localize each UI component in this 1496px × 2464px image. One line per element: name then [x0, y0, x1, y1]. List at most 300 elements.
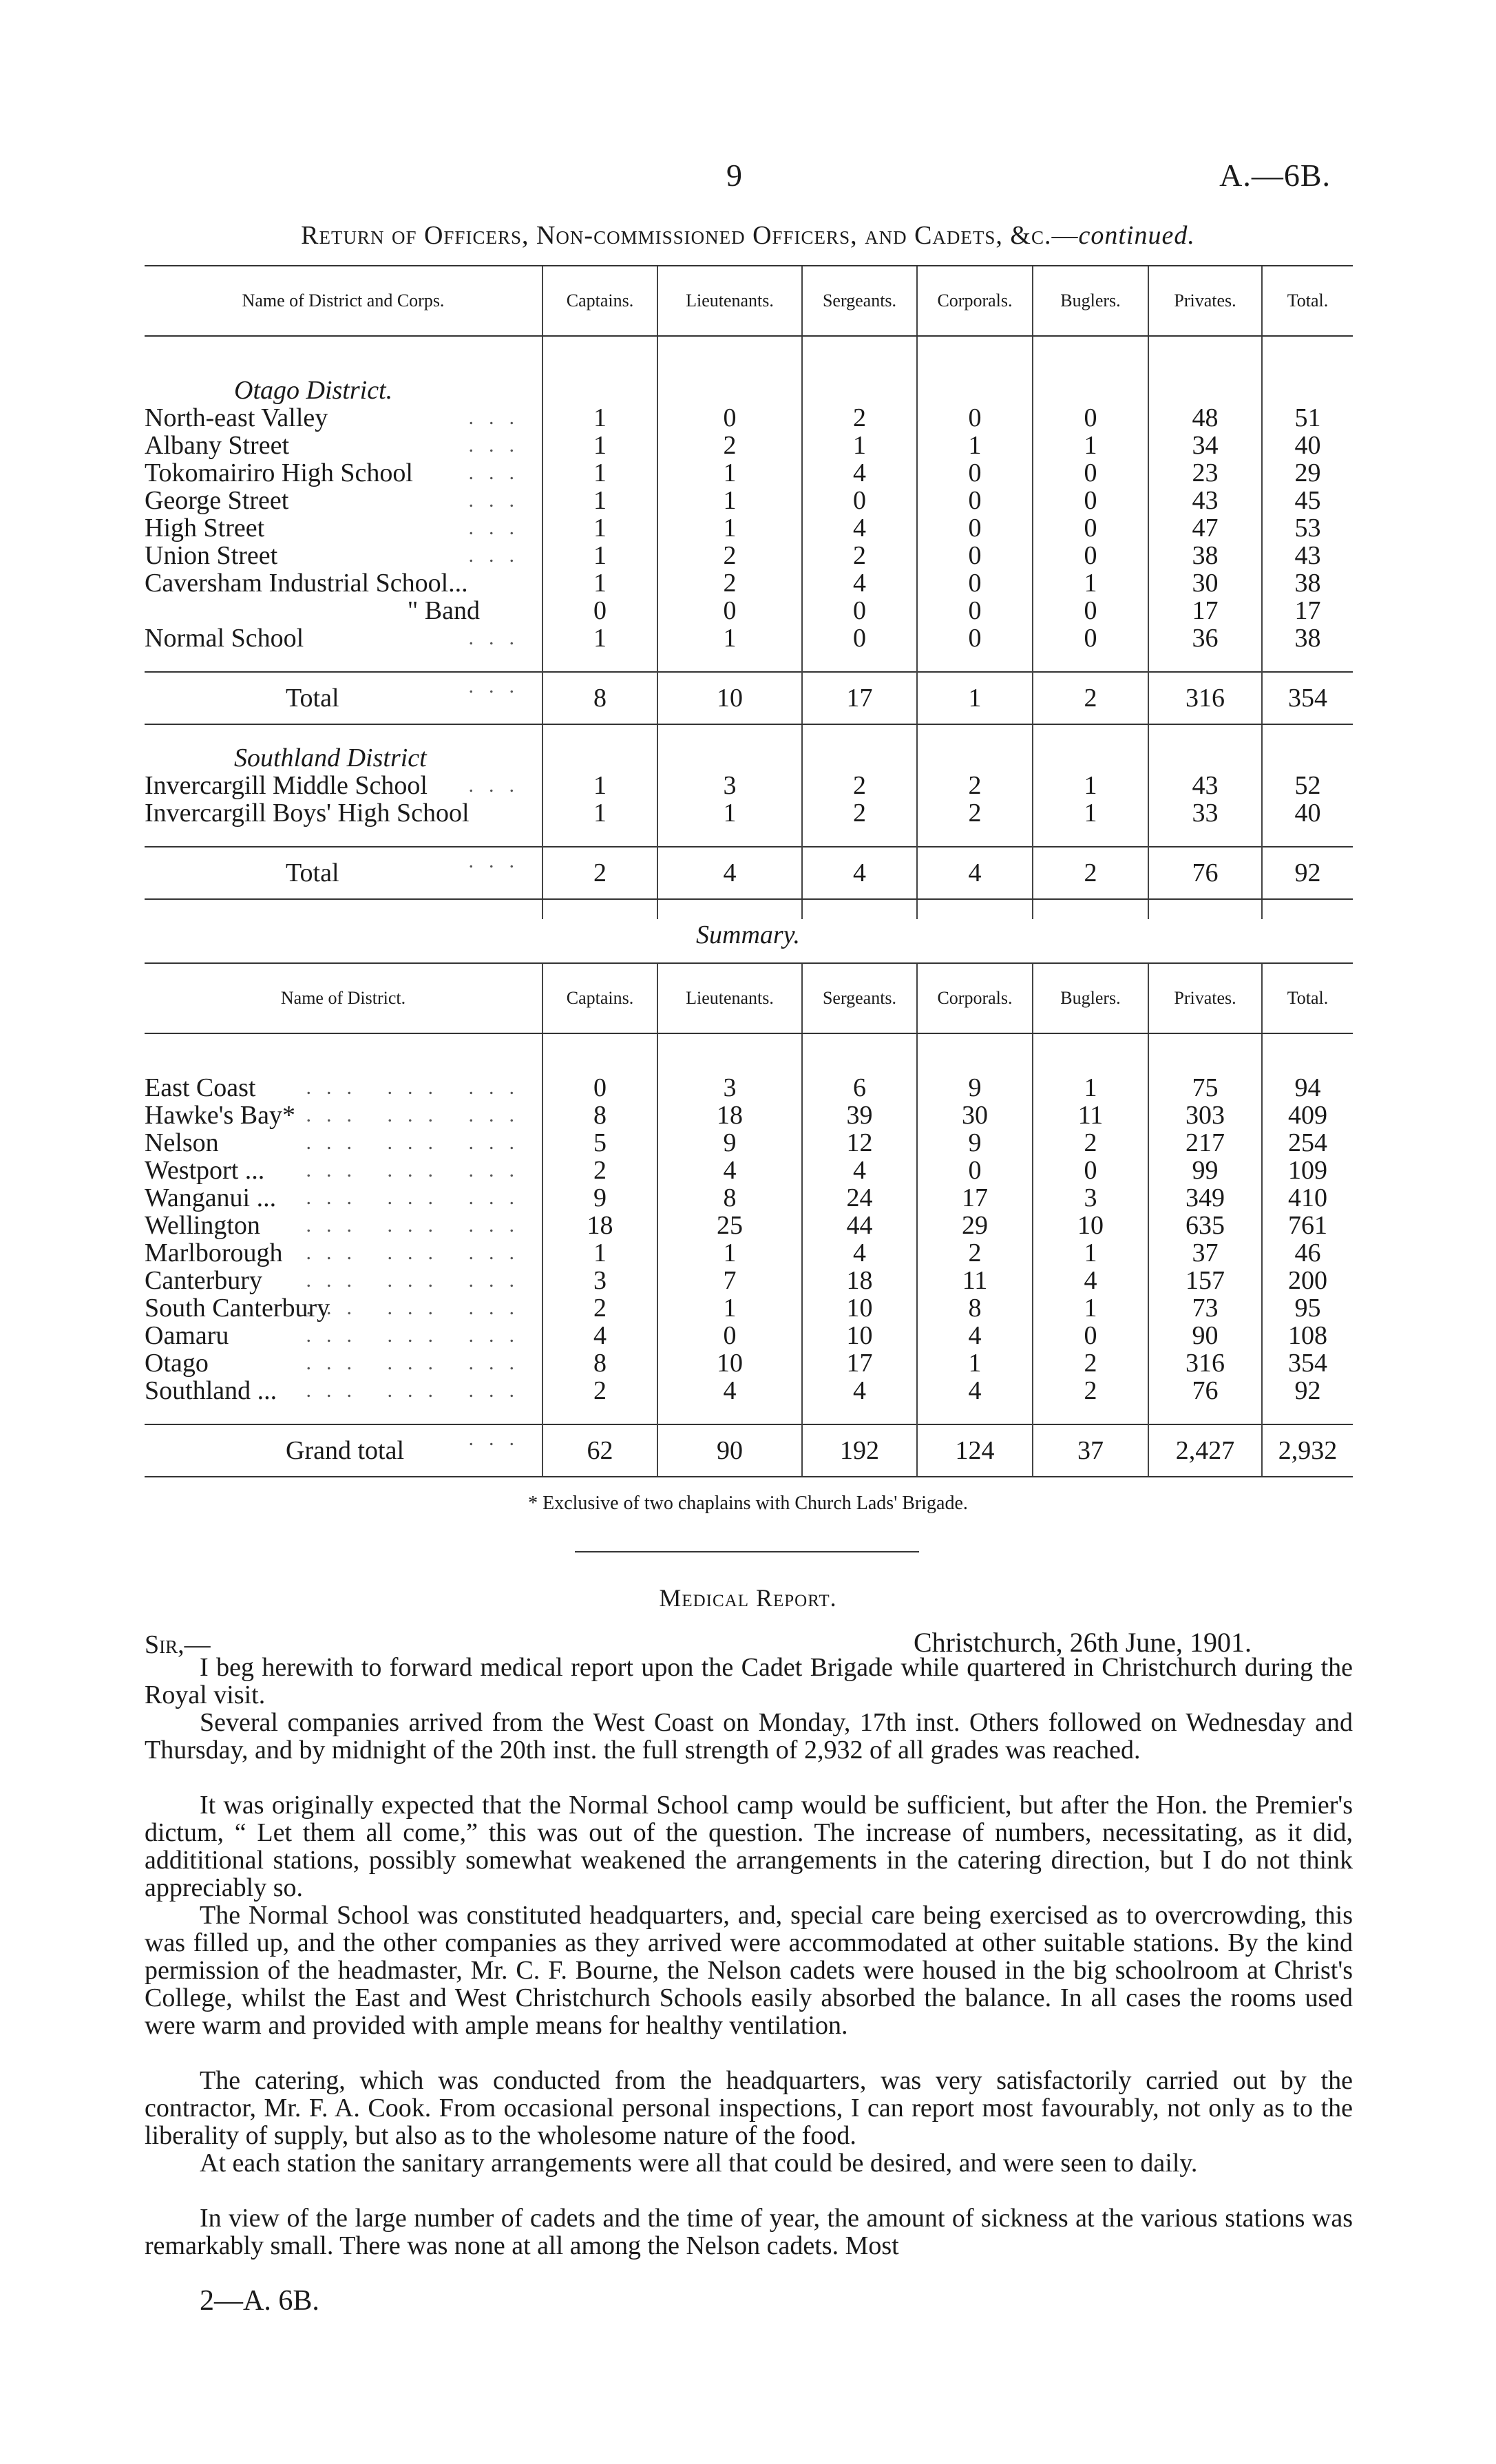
row-name-cell — [145, 569, 542, 597]
leader-dots: ... — [468, 489, 529, 512]
cell-privates: 34 — [1148, 432, 1262, 459]
cell-buglers: 2 — [1033, 1129, 1148, 1157]
cell-privates: 75 — [1148, 1074, 1262, 1102]
cell-captains: 0 — [542, 1074, 657, 1102]
row-name-cell — [145, 487, 542, 514]
cell-lieutenants: 2 — [657, 542, 802, 569]
row-name: Marlborough — [145, 1239, 283, 1267]
cell-corporals: 0 — [917, 404, 1033, 432]
cell-lieutenants: 3 — [657, 1074, 802, 1102]
cell-total: 40 — [1262, 799, 1353, 827]
table-row — [145, 542, 1353, 569]
cell-privates — [1148, 336, 1262, 377]
cell-lieutenants: 9 — [657, 1129, 802, 1157]
cell-sergeants: 24 — [802, 1184, 917, 1212]
cell-privates: 33 — [1148, 799, 1262, 827]
cell-corporals: 1 — [917, 672, 1033, 724]
cell-buglers: 0 — [1033, 624, 1148, 652]
cell-total: 109 — [1262, 1157, 1353, 1184]
row-name-cell — [145, 1377, 542, 1404]
cell-sergeants: 12 — [802, 1129, 917, 1157]
row-name: Normal School — [145, 624, 304, 653]
table-row — [145, 1267, 1353, 1294]
cell-buglers: 1 — [1033, 772, 1148, 799]
spacer-row — [145, 1404, 1353, 1424]
row-name: Caversham Industrial School... — [145, 569, 468, 598]
leader-dots: ... ... ... — [306, 1379, 529, 1402]
cell-sergeants: 4 — [802, 1157, 917, 1184]
summary-title: Summary. — [696, 920, 800, 949]
cell-corporals: 11 — [917, 1267, 1033, 1294]
cell-privates: 76 — [1148, 847, 1262, 899]
cell-corporals — [917, 1033, 1033, 1074]
cell-sergeants — [802, 652, 917, 672]
spacer-row — [145, 336, 1353, 377]
row-name-cell — [145, 672, 542, 724]
cell-buglers — [1033, 724, 1148, 744]
row-name-cell — [145, 1157, 542, 1184]
cell-sergeants: 0 — [802, 597, 917, 624]
summary-col-header-corporals: Corporals. — [917, 963, 1033, 1033]
cell-captains: 8 — [542, 1349, 657, 1377]
row-name-cell — [145, 1129, 542, 1157]
cell-privates: 99 — [1148, 1157, 1262, 1184]
cell-corporals: 124 — [917, 1424, 1033, 1477]
cell-lieutenants — [657, 744, 802, 772]
cell-corporals: 0 — [917, 459, 1033, 487]
cell-buglers: 0 — [1033, 514, 1148, 542]
cell-captains: 1 — [542, 624, 657, 652]
cell-privates: 48 — [1148, 404, 1262, 432]
cell-buglers: 3 — [1033, 1184, 1148, 1212]
col-header-corporals: Corporals. — [917, 266, 1033, 336]
cell-captains: 2 — [542, 1157, 657, 1184]
cell-privates: 316 — [1148, 1349, 1262, 1377]
cell-buglers: 2 — [1033, 1377, 1148, 1404]
paragraph-2: Several companies arrived from the West Coast on Monday, 17th inst. Others followed on Wednesday and Thursday, and by midnight of the 20th inst. the full strength of 2,932 of all grades was reached. — [145, 1708, 1353, 1765]
leader-dots: ... ... ... — [306, 1159, 529, 1181]
row-name-cell — [145, 1033, 542, 1074]
table-row — [145, 597, 1353, 624]
cell-buglers — [1033, 652, 1148, 672]
cell-total: 38 — [1262, 569, 1353, 597]
table-row — [145, 1239, 1353, 1267]
paragraph-5: The catering, which was conducted from the headquarters, was very satisfactorily carried out by the contractor, Mr. F. A. Cook. From occasional personal inspections, I can report most favourably, not only as to the liberality of supply, but also as to the wholesome nature of the food. — [145, 2066, 1353, 2150]
cell-privates — [1148, 377, 1262, 404]
cell-sergeants: 2 — [802, 404, 917, 432]
cell-lieutenants: 2 — [657, 569, 802, 597]
leader-dots: ... — [468, 850, 529, 872]
cell-total — [1262, 899, 1353, 919]
cell-buglers: 1 — [1033, 569, 1148, 597]
page-number: 9 — [726, 158, 742, 193]
row-name: Tokomairiro High School — [145, 459, 413, 487]
cell-privates: 43 — [1148, 487, 1262, 514]
cell-total: 92 — [1262, 1377, 1353, 1404]
cell-lieutenants — [657, 377, 802, 404]
return-title-continued: continued. — [1078, 221, 1195, 250]
table-row — [145, 404, 1353, 432]
row-name: Southland District — [234, 744, 427, 772]
leader-dots: ... — [468, 675, 529, 697]
cell-corporals: 0 — [917, 514, 1033, 542]
cell-privates: 36 — [1148, 624, 1262, 652]
table-row — [145, 624, 1353, 652]
cell-lieutenants: 10 — [657, 672, 802, 724]
spacer-row — [145, 899, 1353, 919]
row-name-cell — [145, 1424, 542, 1477]
cell-sergeants — [802, 336, 917, 377]
cell-total: 40 — [1262, 432, 1353, 459]
dateline: Christchurch, 26th June, 1901. — [914, 1627, 1252, 1658]
summary-col-header-sergeants: Sergeants. — [802, 963, 917, 1033]
spacer-row — [145, 1033, 1353, 1074]
cell-corporals: 1 — [917, 432, 1033, 459]
table-row — [145, 487, 1353, 514]
cell-total — [1262, 377, 1353, 404]
leader-dots: ... ... ... — [306, 1076, 529, 1099]
cell-privates: 217 — [1148, 1129, 1262, 1157]
cell-buglers — [1033, 377, 1148, 404]
cell-lieutenants — [657, 1033, 802, 1074]
cell-captains — [542, 377, 657, 404]
cell-sergeants — [802, 827, 917, 847]
col-header-privates: Privates. — [1148, 266, 1262, 336]
cell-lieutenants: 18 — [657, 1102, 802, 1129]
leader-dots: ... — [468, 516, 529, 539]
row-name: High Street — [145, 514, 265, 543]
cell-captains — [542, 724, 657, 744]
cell-corporals: 2 — [917, 799, 1033, 827]
cell-captains: 2 — [542, 847, 657, 899]
cell-captains: 8 — [542, 1102, 657, 1129]
cell-privates: 30 — [1148, 569, 1262, 597]
cell-buglers — [1033, 336, 1148, 377]
cell-buglers: 11 — [1033, 1102, 1148, 1129]
summary-footnote: * Exclusive of two chaplains with Church Lads' Brigade. — [528, 1493, 968, 1514]
row-name-cell — [145, 1349, 542, 1377]
cell-total: 53 — [1262, 514, 1353, 542]
cell-total: 95 — [1262, 1294, 1353, 1322]
cell-captains — [542, 899, 657, 919]
col-header-lieutenants: Lieutenants. — [657, 266, 802, 336]
row-name: Otago District. — [234, 376, 393, 405]
row-name-cell — [145, 1102, 542, 1129]
cell-privates: 157 — [1148, 1267, 1262, 1294]
return-title-main: Return of Officers, Non-commissioned Officers, and Cadets, &c.— — [301, 221, 1079, 250]
cell-privates — [1148, 744, 1262, 772]
row-name-cell — [145, 1322, 542, 1349]
cell-buglers — [1033, 1033, 1148, 1074]
cell-sergeants: 4 — [802, 1239, 917, 1267]
cell-privates: 73 — [1148, 1294, 1262, 1322]
cell-total: 46 — [1262, 1239, 1353, 1267]
cell-captains: 1 — [542, 772, 657, 799]
cell-captains — [542, 1404, 657, 1424]
leader-dots: ... ... ... — [306, 1351, 529, 1374]
row-name-cell — [145, 336, 542, 377]
row-name: Invercargill Boys' High School — [145, 799, 470, 828]
leader-dots: ... ... ... — [306, 1241, 529, 1264]
row-name: Otago — [145, 1349, 209, 1378]
cell-corporals: 2 — [917, 772, 1033, 799]
row-name: Oamaru — [145, 1321, 229, 1350]
cell-sergeants: 6 — [802, 1074, 917, 1102]
cell-lieutenants — [657, 899, 802, 919]
cell-corporals: 0 — [917, 597, 1033, 624]
row-name-cell — [145, 624, 542, 652]
leader-dots: ... ... ... — [306, 1269, 529, 1292]
cell-captains: 1 — [542, 514, 657, 542]
cell-privates — [1148, 827, 1262, 847]
cell-sergeants — [802, 744, 917, 772]
cell-total: 29 — [1262, 459, 1353, 487]
cell-captains: 1 — [542, 569, 657, 597]
cell-sergeants: 2 — [802, 799, 917, 827]
cell-lieutenants: 4 — [657, 1157, 802, 1184]
cell-lieutenants: 2 — [657, 432, 802, 459]
leader-dots: ... ... ... — [306, 1324, 529, 1347]
cell-corporals — [917, 827, 1033, 847]
cell-buglers: 1 — [1033, 1294, 1148, 1322]
cell-sergeants — [802, 1033, 917, 1074]
total-row — [145, 672, 1353, 724]
cell-total: 761 — [1262, 1212, 1353, 1239]
table-row — [145, 1129, 1353, 1157]
cell-lieutenants: 1 — [657, 459, 802, 487]
cell-total: 354 — [1262, 672, 1353, 724]
cell-lieutenants: 7 — [657, 1267, 802, 1294]
document-reference: A.—6B. — [1219, 158, 1331, 193]
district-heading-row — [145, 744, 1353, 772]
row-name: Wellington — [145, 1211, 260, 1240]
summary-col-header-buglers: Buglers. — [1033, 963, 1148, 1033]
row-name-cell — [145, 1267, 542, 1294]
row-name-cell — [145, 724, 542, 744]
paragraph-7: In view of the large number of cadets and the time of year, the amount of sickness at the various stations was remarkably small. There was none at all among the Nelson cadets. Most — [145, 2204, 1353, 2260]
grand-total-row — [145, 1424, 1353, 1477]
district-heading-row — [145, 377, 1353, 404]
cell-total: 45 — [1262, 487, 1353, 514]
cell-total: 2,932 — [1262, 1424, 1353, 1477]
cell-corporals: 4 — [917, 1377, 1033, 1404]
cell-lieutenants: 0 — [657, 404, 802, 432]
col-header-name: Name of District and Corps. — [145, 266, 542, 336]
row-name-cell — [145, 1294, 542, 1322]
cell-privates — [1148, 724, 1262, 744]
medical-report-title: Medical Report. — [659, 1584, 837, 1612]
cell-privates: 316 — [1148, 672, 1262, 724]
cell-privates — [1148, 1033, 1262, 1074]
table-row — [145, 459, 1353, 487]
cell-lieutenants: 1 — [657, 624, 802, 652]
cell-captains: 1 — [542, 799, 657, 827]
cell-buglers: 1 — [1033, 1239, 1148, 1267]
cell-captains — [542, 652, 657, 672]
cell-total — [1262, 652, 1353, 672]
row-name: Invercargill Middle School — [145, 771, 428, 800]
table-row — [145, 1377, 1353, 1404]
cell-captains: 1 — [542, 432, 657, 459]
leader-dots: ... — [468, 406, 529, 429]
col-header-total: Total. — [1262, 266, 1353, 336]
salutation: Sir,— — [145, 1630, 211, 1659]
cell-captains: 2 — [542, 1377, 657, 1404]
row-name: George Street — [145, 486, 289, 515]
row-name-cell — [145, 652, 542, 672]
table-row — [145, 1157, 1353, 1184]
cell-corporals: 8 — [917, 1294, 1033, 1322]
cell-corporals: 4 — [917, 847, 1033, 899]
summary-col-header-privates: Privates. — [1148, 963, 1262, 1033]
row-name-cell — [145, 459, 542, 487]
summary-col-header-name: Name of District. — [145, 963, 542, 1033]
row-name-cell — [145, 404, 542, 432]
cell-buglers: 0 — [1033, 459, 1148, 487]
cell-lieutenants: 0 — [657, 597, 802, 624]
total-row — [145, 847, 1353, 899]
cell-buglers: 1 — [1033, 432, 1148, 459]
cell-total: 410 — [1262, 1184, 1353, 1212]
leader-dots: ... ... ... — [306, 1104, 529, 1126]
cell-captains — [542, 744, 657, 772]
row-name-cell — [145, 542, 542, 569]
row-name-cell — [145, 827, 542, 847]
cell-privates — [1148, 652, 1262, 672]
cell-corporals: 29 — [917, 1212, 1033, 1239]
cell-total — [1262, 744, 1353, 772]
cell-lieutenants: 0 — [657, 1322, 802, 1349]
cell-privates: 23 — [1148, 459, 1262, 487]
cell-lieutenants: 1 — [657, 487, 802, 514]
cell-sergeants: 4 — [802, 847, 917, 899]
cell-sergeants — [802, 724, 917, 744]
row-name: Total — [286, 859, 339, 887]
cell-total: 254 — [1262, 1129, 1353, 1157]
row-name: Wanganui ... — [145, 1183, 277, 1212]
row-name: South Canterbury — [145, 1294, 330, 1323]
cell-sergeants — [802, 377, 917, 404]
cell-corporals — [917, 377, 1033, 404]
cell-sergeants: 2 — [802, 772, 917, 799]
cell-captains: 1 — [542, 487, 657, 514]
cell-lieutenants: 8 — [657, 1184, 802, 1212]
row-name-cell — [145, 1404, 542, 1424]
cell-total: 17 — [1262, 597, 1353, 624]
cell-total: 38 — [1262, 624, 1353, 652]
cell-buglers — [1033, 899, 1148, 919]
cell-privates: 17 — [1148, 597, 1262, 624]
cell-sergeants: 0 — [802, 487, 917, 514]
spacer-row — [145, 652, 1353, 672]
col-header-buglers: Buglers. — [1033, 266, 1148, 336]
row-name-cell — [145, 597, 542, 624]
cell-sergeants — [802, 899, 917, 919]
cell-buglers — [1033, 744, 1148, 772]
cell-sergeants: 192 — [802, 1424, 917, 1477]
cell-total: 94 — [1262, 1074, 1353, 1102]
row-name: Canterbury — [145, 1266, 262, 1295]
row-name: East Coast — [145, 1073, 256, 1102]
cell-privates: 38 — [1148, 542, 1262, 569]
cell-buglers: 0 — [1033, 1157, 1148, 1184]
row-name-cell — [145, 1239, 542, 1267]
row-name: " Band — [407, 596, 480, 625]
cell-buglers: 0 — [1033, 1322, 1148, 1349]
cell-corporals: 17 — [917, 1184, 1033, 1212]
row-name: North-east Valley — [145, 403, 328, 432]
leader-dots: ... — [468, 1427, 529, 1450]
leader-dots: ... — [468, 461, 529, 484]
table-row — [145, 432, 1353, 459]
cell-buglers: 4 — [1033, 1267, 1148, 1294]
cell-buglers: 0 — [1033, 404, 1148, 432]
row-name: Nelson — [145, 1128, 219, 1157]
cell-sergeants: 17 — [802, 672, 917, 724]
table-row — [145, 1212, 1353, 1239]
cell-buglers — [1033, 1404, 1148, 1424]
summary-header-row — [145, 963, 1353, 1033]
cell-total: 52 — [1262, 772, 1353, 799]
row-name: Westport ... — [145, 1156, 265, 1185]
cell-sergeants: 1 — [802, 432, 917, 459]
cell-captains: 4 — [542, 1322, 657, 1349]
leader-dots: ... — [468, 774, 529, 797]
cell-corporals: 4 — [917, 1322, 1033, 1349]
cell-lieutenants — [657, 652, 802, 672]
row-name: Grand total — [286, 1436, 405, 1465]
table-row — [145, 1294, 1353, 1322]
table-row — [145, 569, 1353, 597]
cell-captains: 1 — [542, 542, 657, 569]
cell-lieutenants: 1 — [657, 799, 802, 827]
row-name-cell — [145, 772, 542, 799]
cell-buglers: 2 — [1033, 672, 1148, 724]
spacer-row — [145, 724, 1353, 744]
cell-captains: 2 — [542, 1294, 657, 1322]
cell-lieutenants: 90 — [657, 1424, 802, 1477]
cell-total — [1262, 1404, 1353, 1424]
cell-lieutenants: 10 — [657, 1349, 802, 1377]
leader-dots: ... — [468, 434, 529, 456]
return-table — [145, 265, 1353, 919]
cell-privates: 2,427 — [1148, 1424, 1262, 1477]
col-header-sergeants: Sergeants. — [802, 266, 917, 336]
table-row — [145, 772, 1353, 799]
cell-captains — [542, 827, 657, 847]
cell-buglers — [1033, 827, 1148, 847]
spacer-row — [145, 827, 1353, 847]
cell-buglers: 1 — [1033, 1074, 1148, 1102]
cell-sergeants: 10 — [802, 1294, 917, 1322]
cell-privates: 635 — [1148, 1212, 1262, 1239]
row-name-cell — [145, 432, 542, 459]
cell-lieutenants: 1 — [657, 514, 802, 542]
table-row — [145, 1322, 1353, 1349]
cell-buglers: 10 — [1033, 1212, 1148, 1239]
cell-buglers: 37 — [1033, 1424, 1148, 1477]
summary-table — [145, 962, 1353, 1477]
col-header-captains: Captains. — [542, 266, 657, 336]
cell-captains: 1 — [542, 404, 657, 432]
cell-sergeants: 17 — [802, 1349, 917, 1377]
cell-total: 43 — [1262, 542, 1353, 569]
cell-privates: 303 — [1148, 1102, 1262, 1129]
row-name-cell — [145, 899, 542, 919]
cell-total — [1262, 827, 1353, 847]
cell-sergeants: 10 — [802, 1322, 917, 1349]
cell-privates: 76 — [1148, 1377, 1262, 1404]
